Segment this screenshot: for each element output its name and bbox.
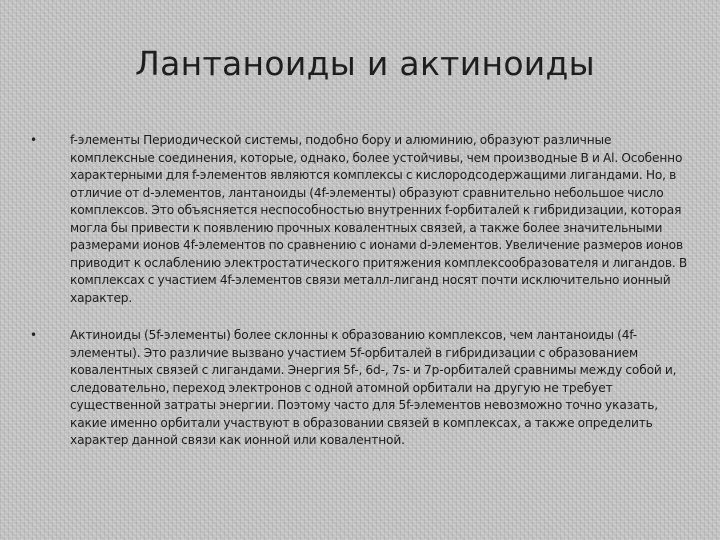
bullet-list [30, 132, 690, 450]
bullet-marker-icon: • [30, 328, 38, 342]
slide-title: Лантаноиды и актиноиды [134, 44, 596, 83]
bullet-item-f-elements [30, 132, 690, 307]
bullet-item-actinoids [30, 327, 690, 450]
bullet-marker-icon: • [30, 133, 38, 147]
bullet-text-f-elements: f-элементы Периодической системы, подобно бору и алюминию, образуют различные комплексные соединения, которые, однако, более устойчивы, чем производные B и Al. Особенно характерными для f-элементов являются комплексы с кислородсодержащими лигандами. Но, в отличие от d-элементов, лантаноиды (4f-элементы) образуют сравнительно небольшое число комплексов. Это объясняется неспособностью внутренних f-орбиталей к гибридизации, которая могла бы привести к появлению прочных ковалентных связей, а также более значительными размерами ионов 4f-элементов по сравнению с ионами d-элементов. Увеличение размеров ионов приводит к ослаблению электростатического притяжения комплексообразователя и лигандов. В комплексах с участием 4f-элементов связи металл-лиганд носят почти исключительно ионный характер. [70, 133, 688, 305]
bullet-text-actinoids: Актиноиды (5f-элементы) более склонны к образованию комплексов, чем лантаноиды (4f-элементы). Это различие вызвано участием 5f-орбиталей в гибридизации с образованием ковалентных связей с лигандами. Энергия 5f-, 6d-, 7s- и 7p-орбиталей сравнимы между собой и, следовательно, переход электронов с одной атомной орбитали на другую не требует существенной затраты энергии. Поэтому часто для 5f-элементов невозможно точно указать, какие именно орбитали участвуют в образовании связей в комплексах, а также определить характер данной связи как ионной или ковалентной. [70, 328, 677, 447]
